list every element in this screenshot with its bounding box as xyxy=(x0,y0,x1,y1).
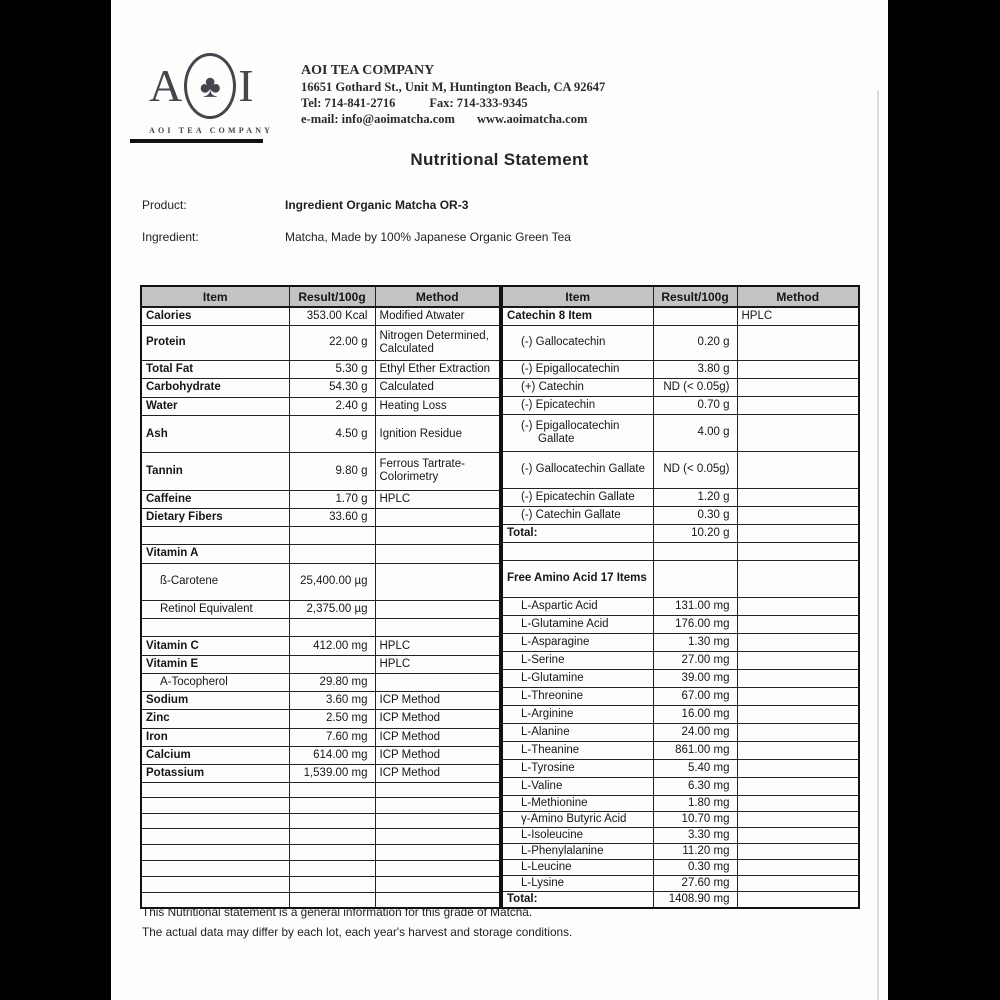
table-row xyxy=(502,827,859,843)
method-cell xyxy=(737,705,859,723)
item-cell: (-) Epicatechin Gallate xyxy=(502,488,653,506)
result-cell xyxy=(289,527,375,545)
item-cell xyxy=(141,798,289,813)
table-row xyxy=(502,597,859,615)
result-cell: 6.30 mg xyxy=(653,777,737,795)
result-cell: 0.30 g xyxy=(653,506,737,524)
method-cell xyxy=(375,798,500,813)
result-cell xyxy=(289,861,375,877)
result-cell: 22.00 g xyxy=(289,325,375,360)
item-cell xyxy=(141,813,289,828)
item-cell xyxy=(141,844,289,860)
method-cell: ICP Method xyxy=(375,692,500,710)
footnote xyxy=(142,903,572,942)
method-cell xyxy=(737,396,859,414)
item-cell: L-Isoleucine xyxy=(502,827,653,843)
table-row xyxy=(141,765,500,783)
logo-oval xyxy=(184,53,236,119)
header-row xyxy=(502,286,859,307)
item-cell: Catechin 8 Item xyxy=(502,307,653,325)
method-cell: HPLC xyxy=(375,655,500,673)
result-cell: 1.20 g xyxy=(653,488,737,506)
item-cell: (-) Epigallocatechin Gallate xyxy=(502,414,653,451)
table-row xyxy=(141,828,500,844)
method-cell xyxy=(375,601,500,619)
result-cell: 1408.90 mg xyxy=(653,891,737,908)
table-row xyxy=(141,545,500,563)
logo-letter-a: A xyxy=(149,60,183,111)
method-cell xyxy=(737,741,859,759)
result-cell: 0.70 g xyxy=(653,396,737,414)
ingredient-row xyxy=(142,230,571,244)
product-label: Product: xyxy=(142,198,187,212)
result-cell xyxy=(289,844,375,860)
method-cell xyxy=(737,414,859,451)
column-header: Method xyxy=(375,286,500,307)
method-cell xyxy=(737,615,859,633)
result-cell xyxy=(289,619,375,637)
item-cell: Free Amino Acid 17 Items xyxy=(502,560,653,597)
result-cell: 10.70 mg xyxy=(653,811,737,827)
table-row xyxy=(502,633,859,651)
item-cell: (-) Epigallocatechin xyxy=(502,360,653,378)
item-cell: (-) Gallocatechin Gallate xyxy=(502,451,653,488)
result-cell: 412.00 mg xyxy=(289,637,375,655)
result-cell: 4.00 g xyxy=(653,414,737,451)
result-cell: 4.50 g xyxy=(289,415,375,452)
product-row xyxy=(142,198,469,212)
item-cell: Carbohydrate xyxy=(141,379,289,397)
method-cell xyxy=(737,360,859,378)
page-edge-shadow xyxy=(877,90,879,1000)
table-row xyxy=(502,378,859,396)
method-cell xyxy=(375,813,500,828)
item-cell: L-Tyrosine xyxy=(502,759,653,777)
table-row xyxy=(502,615,859,633)
table-row xyxy=(141,844,500,860)
method-cell xyxy=(737,506,859,524)
table-row xyxy=(141,307,500,325)
company-address: 16651 Gothard St., Unit M, Huntington Beach, CA 92647 xyxy=(301,80,606,94)
item-cell xyxy=(141,828,289,844)
method-cell: Nitrogen Determined, Calculated xyxy=(375,325,500,360)
method-cell xyxy=(737,777,859,795)
method-cell xyxy=(737,843,859,859)
result-cell: 2,375.00 µg xyxy=(289,601,375,619)
item-cell: (+) Catechin xyxy=(502,378,653,396)
logo-letter-i: I xyxy=(238,60,254,111)
method-cell xyxy=(737,827,859,843)
result-cell xyxy=(289,828,375,844)
method-cell: Ignition Residue xyxy=(375,415,500,452)
table-row xyxy=(502,859,859,875)
result-cell: 7.60 mg xyxy=(289,728,375,746)
method-cell: Ethyl Ether Extraction xyxy=(375,361,500,379)
item-cell: Zinc xyxy=(141,710,289,728)
ingredient-label: Ingredient: xyxy=(142,230,199,244)
result-cell: 27.60 mg xyxy=(653,875,737,891)
company-fax: Fax: 714-333-9345 xyxy=(429,96,528,110)
table-row xyxy=(141,728,500,746)
table-row xyxy=(502,360,859,378)
item-cell xyxy=(502,542,653,560)
table-row xyxy=(141,563,500,600)
table-row xyxy=(502,705,859,723)
result-cell: 10.20 g xyxy=(653,524,737,542)
result-cell xyxy=(653,542,737,560)
aoi-logo-monogram xyxy=(149,53,279,119)
result-cell: 33.60 g xyxy=(289,508,375,526)
item-cell: Dietary Fibers xyxy=(141,508,289,526)
item-cell: (-) Gallocatechin xyxy=(502,325,653,360)
result-cell xyxy=(289,877,375,892)
table-row xyxy=(502,396,859,414)
method-cell xyxy=(737,811,859,827)
method-cell xyxy=(737,687,859,705)
table-row xyxy=(502,811,859,827)
footnote-line-1: This Nutritional statement is a general information for this grade of Matcha. xyxy=(142,905,533,919)
item-cell: Tannin xyxy=(141,453,289,490)
method-cell: ICP Method xyxy=(375,765,500,783)
item-cell: L-Theanine xyxy=(502,741,653,759)
result-cell: 9.80 g xyxy=(289,453,375,490)
method-cell xyxy=(375,877,500,892)
company-name: AOI TEA COMPANY xyxy=(301,63,435,78)
item-cell: ß-Carotene xyxy=(141,563,289,600)
table-row xyxy=(141,783,500,798)
result-cell: 5.30 g xyxy=(289,361,375,379)
method-cell xyxy=(737,795,859,811)
document-page xyxy=(111,0,888,1000)
table-row xyxy=(141,673,500,691)
item-cell xyxy=(141,877,289,892)
header-row xyxy=(141,286,500,307)
item-cell: L-Alanine xyxy=(502,723,653,741)
item-cell: L-Serine xyxy=(502,651,653,669)
result-cell: 1.80 mg xyxy=(653,795,737,811)
table-row xyxy=(502,325,859,360)
product-value: Ingredient Organic Matcha OR-3 xyxy=(285,198,469,212)
result-cell: 1.70 g xyxy=(289,490,375,508)
result-cell: 353.00 Kcal xyxy=(289,307,375,325)
table-row xyxy=(502,651,859,669)
method-cell xyxy=(375,673,500,691)
item-cell: L-Asparagine xyxy=(502,633,653,651)
table-row xyxy=(141,601,500,619)
aoi-logo xyxy=(149,53,279,135)
item-cell: Calories xyxy=(141,307,289,325)
method-cell xyxy=(737,891,859,908)
item-cell: Total: xyxy=(502,524,653,542)
table-row xyxy=(502,506,859,524)
result-cell: 5.40 mg xyxy=(653,759,737,777)
scan-artifact-line xyxy=(130,139,263,143)
method-cell xyxy=(375,527,500,545)
result-cell: 11.20 mg xyxy=(653,843,737,859)
method-cell: Modified Atwater xyxy=(375,307,500,325)
item-cell: L-Leucine xyxy=(502,859,653,875)
ingredient-value: Matcha, Made by 100% Japanese Organic Green Tea xyxy=(285,230,571,244)
result-cell: 176.00 mg xyxy=(653,615,737,633)
method-cell xyxy=(737,723,859,741)
table-row xyxy=(502,414,859,451)
item-cell: Total: xyxy=(502,891,653,908)
item-cell xyxy=(141,861,289,877)
result-cell: 3.30 mg xyxy=(653,827,737,843)
table-row xyxy=(502,843,859,859)
method-cell: ICP Method xyxy=(375,746,500,764)
company-email: e-mail: info@aoimatcha.com xyxy=(301,112,455,126)
table-row xyxy=(141,619,500,637)
item-cell: Vitamin A xyxy=(141,545,289,563)
result-cell: 29.80 mg xyxy=(289,673,375,691)
table-row xyxy=(502,759,859,777)
item-cell: L-Arginine xyxy=(502,705,653,723)
method-cell: ICP Method xyxy=(375,728,500,746)
result-cell: 24.00 mg xyxy=(653,723,737,741)
item-cell: Retinol Equivalent xyxy=(141,601,289,619)
result-cell: 67.00 mg xyxy=(653,687,737,705)
table-row xyxy=(502,524,859,542)
table-row xyxy=(141,415,500,452)
method-cell xyxy=(375,508,500,526)
table-row xyxy=(141,527,500,545)
item-cell: (-) Epicatechin xyxy=(502,396,653,414)
result-cell: 1,539.00 mg xyxy=(289,765,375,783)
column-header: Result/100g xyxy=(289,286,375,307)
table-row xyxy=(502,542,859,560)
method-cell xyxy=(737,325,859,360)
company-phone-line xyxy=(301,95,605,111)
method-cell xyxy=(737,651,859,669)
result-cell: ND (< 0.05g) xyxy=(653,378,737,396)
item-cell: L-Aspartic Acid xyxy=(502,597,653,615)
table-row xyxy=(141,655,500,673)
footnote-line-2: The actual data may differ by each lot, each year's harvest and storage conditions. xyxy=(142,924,573,939)
company-web-line xyxy=(301,111,605,127)
item-cell: Protein xyxy=(141,325,289,360)
method-cell: HPLC xyxy=(375,490,500,508)
tea-tree-crest-icon: ♣ xyxy=(199,68,221,104)
method-cell xyxy=(737,669,859,687)
table-row xyxy=(502,741,859,759)
item-cell: L-Methionine xyxy=(502,795,653,811)
method-cell xyxy=(737,560,859,597)
result-cell: 131.00 mg xyxy=(653,597,737,615)
method-cell xyxy=(375,563,500,600)
method-cell xyxy=(737,859,859,875)
result-cell: 1.30 mg xyxy=(653,633,737,651)
result-cell: 0.30 mg xyxy=(653,859,737,875)
table-row xyxy=(502,777,859,795)
method-cell xyxy=(375,545,500,563)
table-row xyxy=(141,361,500,379)
method-cell xyxy=(737,597,859,615)
method-cell xyxy=(737,524,859,542)
method-cell xyxy=(737,378,859,396)
item-cell: Iron xyxy=(141,728,289,746)
item-cell: L-Lysine xyxy=(502,875,653,891)
table-row xyxy=(502,488,859,506)
column-header: Method xyxy=(737,286,859,307)
method-cell xyxy=(737,875,859,891)
result-cell: 25,400.00 µg xyxy=(289,563,375,600)
method-cell: HPLC xyxy=(375,637,500,655)
item-cell: Potassium xyxy=(141,765,289,783)
result-cell xyxy=(653,307,737,325)
nutrition-table-left xyxy=(140,285,501,909)
table-row xyxy=(141,813,500,828)
item-cell: A-Tocopherol xyxy=(141,673,289,691)
company-tel: Tel: 714-841-2716 xyxy=(301,96,396,110)
item-cell: L-Valine xyxy=(502,777,653,795)
item-cell: L-Threonine xyxy=(502,687,653,705)
method-cell xyxy=(375,783,500,798)
result-cell: 614.00 mg xyxy=(289,746,375,764)
method-cell: Ferrous Tartrate-Colorimetry xyxy=(375,453,500,490)
result-cell xyxy=(653,560,737,597)
company-info xyxy=(301,63,605,127)
table-row xyxy=(141,710,500,728)
result-cell xyxy=(289,655,375,673)
item-cell: L-Glutamine Acid xyxy=(502,615,653,633)
result-cell: 3.60 mg xyxy=(289,692,375,710)
column-header: Item xyxy=(502,286,653,307)
table-row xyxy=(141,453,500,490)
table-row xyxy=(141,508,500,526)
table-row xyxy=(141,490,500,508)
method-cell: ICP Method xyxy=(375,710,500,728)
table-row xyxy=(502,560,859,597)
result-cell: 2.50 mg xyxy=(289,710,375,728)
method-cell xyxy=(737,488,859,506)
table-row xyxy=(141,637,500,655)
result-cell xyxy=(289,798,375,813)
item-cell xyxy=(141,619,289,637)
table-row xyxy=(141,861,500,877)
method-cell xyxy=(737,759,859,777)
table-row xyxy=(502,723,859,741)
result-cell xyxy=(289,545,375,563)
company-website: www.aoimatcha.com xyxy=(476,112,588,126)
item-cell xyxy=(141,527,289,545)
item-cell: Sodium xyxy=(141,692,289,710)
method-cell xyxy=(737,542,859,560)
item-cell: γ-Amino Butyric Acid xyxy=(502,811,653,827)
result-cell: 0.20 g xyxy=(653,325,737,360)
method-cell xyxy=(375,619,500,637)
item-cell: Vitamin E xyxy=(141,655,289,673)
table-row xyxy=(141,325,500,360)
table-row xyxy=(141,798,500,813)
item-cell: Vitamin C xyxy=(141,637,289,655)
table-row xyxy=(141,379,500,397)
result-cell: 861.00 mg xyxy=(653,741,737,759)
item-cell: Calcium xyxy=(141,746,289,764)
nutrition-tables xyxy=(140,285,860,909)
method-cell xyxy=(375,861,500,877)
column-header: Result/100g xyxy=(653,286,737,307)
result-cell: ND (< 0.05g) xyxy=(653,451,737,488)
table-row xyxy=(502,875,859,891)
item-cell: L-Phenylalanine xyxy=(502,843,653,859)
table-row xyxy=(141,877,500,892)
table-row xyxy=(502,795,859,811)
result-cell: 16.00 mg xyxy=(653,705,737,723)
logo-subtext: AOI TEA COMPANY xyxy=(149,126,274,135)
item-cell: Total Fat xyxy=(141,361,289,379)
result-cell: 27.00 mg xyxy=(653,651,737,669)
method-cell: Calculated xyxy=(375,379,500,397)
result-cell xyxy=(289,813,375,828)
method-cell: Heating Loss xyxy=(375,397,500,415)
table-row xyxy=(141,397,500,415)
method-cell: HPLC xyxy=(737,307,859,325)
item-cell xyxy=(141,783,289,798)
table-row xyxy=(141,746,500,764)
item-cell: Ash xyxy=(141,415,289,452)
table-row xyxy=(502,669,859,687)
result-cell: 2.40 g xyxy=(289,397,375,415)
column-header: Item xyxy=(141,286,289,307)
table-row xyxy=(502,687,859,705)
item-cell: Caffeine xyxy=(141,490,289,508)
item-cell: L-Glutamine xyxy=(502,669,653,687)
nutrition-table-right xyxy=(501,285,860,909)
table-row xyxy=(502,307,859,325)
item-cell: Water xyxy=(141,397,289,415)
result-cell: 54.30 g xyxy=(289,379,375,397)
result-cell xyxy=(289,783,375,798)
method-cell xyxy=(737,451,859,488)
document-title: Nutritional Statement xyxy=(410,150,589,169)
table-row xyxy=(502,451,859,488)
result-cell: 39.00 mg xyxy=(653,669,737,687)
item-cell: (-) Catechin Gallate xyxy=(502,506,653,524)
table-row xyxy=(141,692,500,710)
method-cell xyxy=(375,828,500,844)
result-cell: 3.80 g xyxy=(653,360,737,378)
method-cell xyxy=(375,844,500,860)
method-cell xyxy=(737,633,859,651)
